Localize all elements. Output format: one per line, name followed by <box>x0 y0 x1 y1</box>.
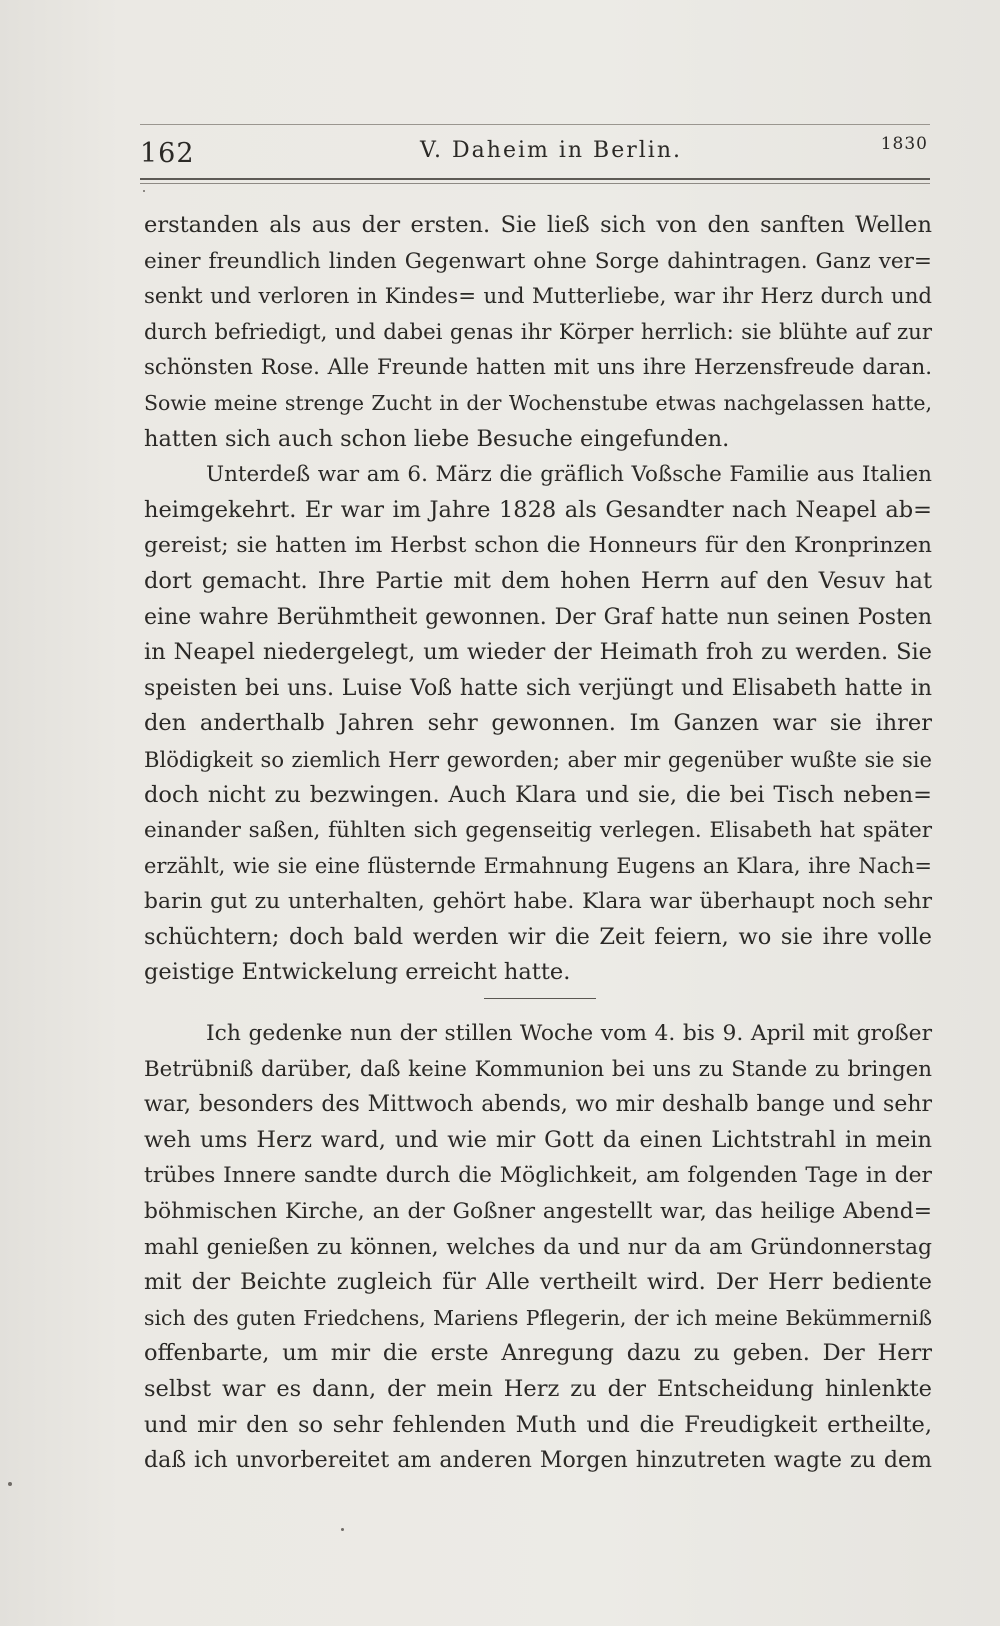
text-line: einander saßen, fühlten sich gegenseitig verlegen. Elisabeth hat später <box>144 818 932 844</box>
text-line: durch befriedigt, und dabei genas ihr Körper herrlich: sie blühte auf zur <box>144 319 932 345</box>
text-line: doch nicht zu bezwingen. Auch Klara und sie, die bei Tisch neben= <box>144 781 932 808</box>
header-rule-top <box>140 124 930 125</box>
text-line: geistige Entwickelung erreicht hatte. <box>144 959 571 986</box>
paper-speck <box>8 1482 12 1486</box>
text-line: weh ums Herz ward, und wie mir Gott da einen Lichtstrahl in mein <box>144 1126 932 1153</box>
paper-speck <box>143 190 145 192</box>
text-line: schönsten Rose. Alle Freunde hatten mit uns ihre Herzensfreude daran. <box>144 355 932 381</box>
text-line: böhmischen Kirche, an der Goßner angestellt war, das heilige Abend= <box>144 1198 932 1224</box>
text-line: erstanden als aus der ersten. Sie ließ sich von den sanften Wellen <box>144 212 932 238</box>
text-line: Betrübniß darüber, daß keine Kommunion bei uns zu Stande zu bringen <box>144 1056 932 1082</box>
text-line: dort gemacht. Ihre Partie mit dem hohen Herrn auf den Vesuv hat <box>144 567 932 594</box>
text-line: schüchtern; doch bald werden wir die Zeit feiern, wo sie ihre volle <box>144 923 932 950</box>
main-text-block <box>144 208 932 991</box>
text-line: Unterdeß war am 6. März die gräflich Voßsche Familie aus Italien <box>206 462 932 488</box>
header-rule-bottom <box>140 178 930 180</box>
header-year: 1830 <box>880 134 928 154</box>
text-line: hatten sich auch schon liebe Besuche eingefunden. <box>144 425 730 452</box>
text-line: den anderthalb Jahren sehr gewonnen. Im Ganzen war sie ihrer <box>144 710 932 737</box>
text-line: und mir den so sehr fehlenden Muth und die Freudigkeit ertheilte, <box>144 1411 932 1438</box>
paper-speck <box>341 1528 344 1531</box>
text-line: mahl genießen zu können, welches da und nur da am Gründonnerstag <box>144 1234 932 1260</box>
text-line: selbst war es dann, der mein Herz zu der Entscheidung hinlenkte <box>144 1375 932 1402</box>
text-line: barin gut zu unterhalten, gehört habe. Klara war überhaupt noch sehr <box>144 889 932 915</box>
text-line: trübes Innere sandte durch die Möglichkeit, am folgenden Tage in der <box>144 1163 932 1189</box>
text-line: Ich gedenke nun der stillen Woche vom 4. bis 9. April mit großer <box>206 1021 932 1046</box>
text-line: in Neapel niedergelegt, um wieder der Heimath froh zu werden. Sie <box>144 639 932 666</box>
text-line: eine wahre Berühmtheit gewonnen. Der Graf hatte nun seinen Posten <box>144 604 932 630</box>
text-line: heimgekehrt. Er war im Jahre 1828 als Gesandter nach Neapel ab= <box>144 496 932 523</box>
second-text-block <box>144 1016 932 1479</box>
text-line: einer freundlich linden Gegenwart ohne Sorge dahintragen. Ganz ver= <box>144 248 932 274</box>
text-line: offenbarte, um mir die erste Anregung dazu zu geben. Der Herr <box>144 1340 932 1367</box>
text-line: sich des guten Friedchens, Mariens Pflegerin, der ich meine Bekümmerniß <box>144 1305 932 1330</box>
section-separator <box>484 998 596 999</box>
text-line: Sowie meine strenge Zucht in der Wochenstube etwas nachgelassen hatte, <box>144 390 932 415</box>
text-line: Blödigkeit so ziemlich Herr geworden; aber mir gegenüber wußte sie sie <box>144 746 932 772</box>
text-line: erzählt, wie sie eine flüsternde Ermahnung Eugens an Klara, ihre Nach= <box>144 853 932 878</box>
running-header <box>140 128 930 178</box>
text-line: war, besonders des Mittwoch abends, wo mir deshalb bange und sehr <box>144 1092 932 1118</box>
text-line: daß ich unvorbereitet am anderen Morgen hinzutreten wagte zu dem <box>144 1447 932 1474</box>
page-number: 162 <box>140 138 195 169</box>
header-rule-bottom-thin <box>140 183 930 184</box>
text-line: mit der Beichte zugleich für Alle vertheilt wird. Der Herr bediente <box>144 1269 932 1296</box>
running-title: V. Daheim in Berlin. <box>420 138 682 163</box>
text-line: speisten bei uns. Luise Voß hatte sich verjüngt und Elisabeth hatte in <box>144 674 932 701</box>
text-line: gereist; sie hatten im Herbst schon die Honneurs für den Kronprinzen <box>144 533 932 559</box>
text-line: senkt und verloren in Kindes= und Mutterliebe, war ihr Herz durch und <box>144 284 932 310</box>
